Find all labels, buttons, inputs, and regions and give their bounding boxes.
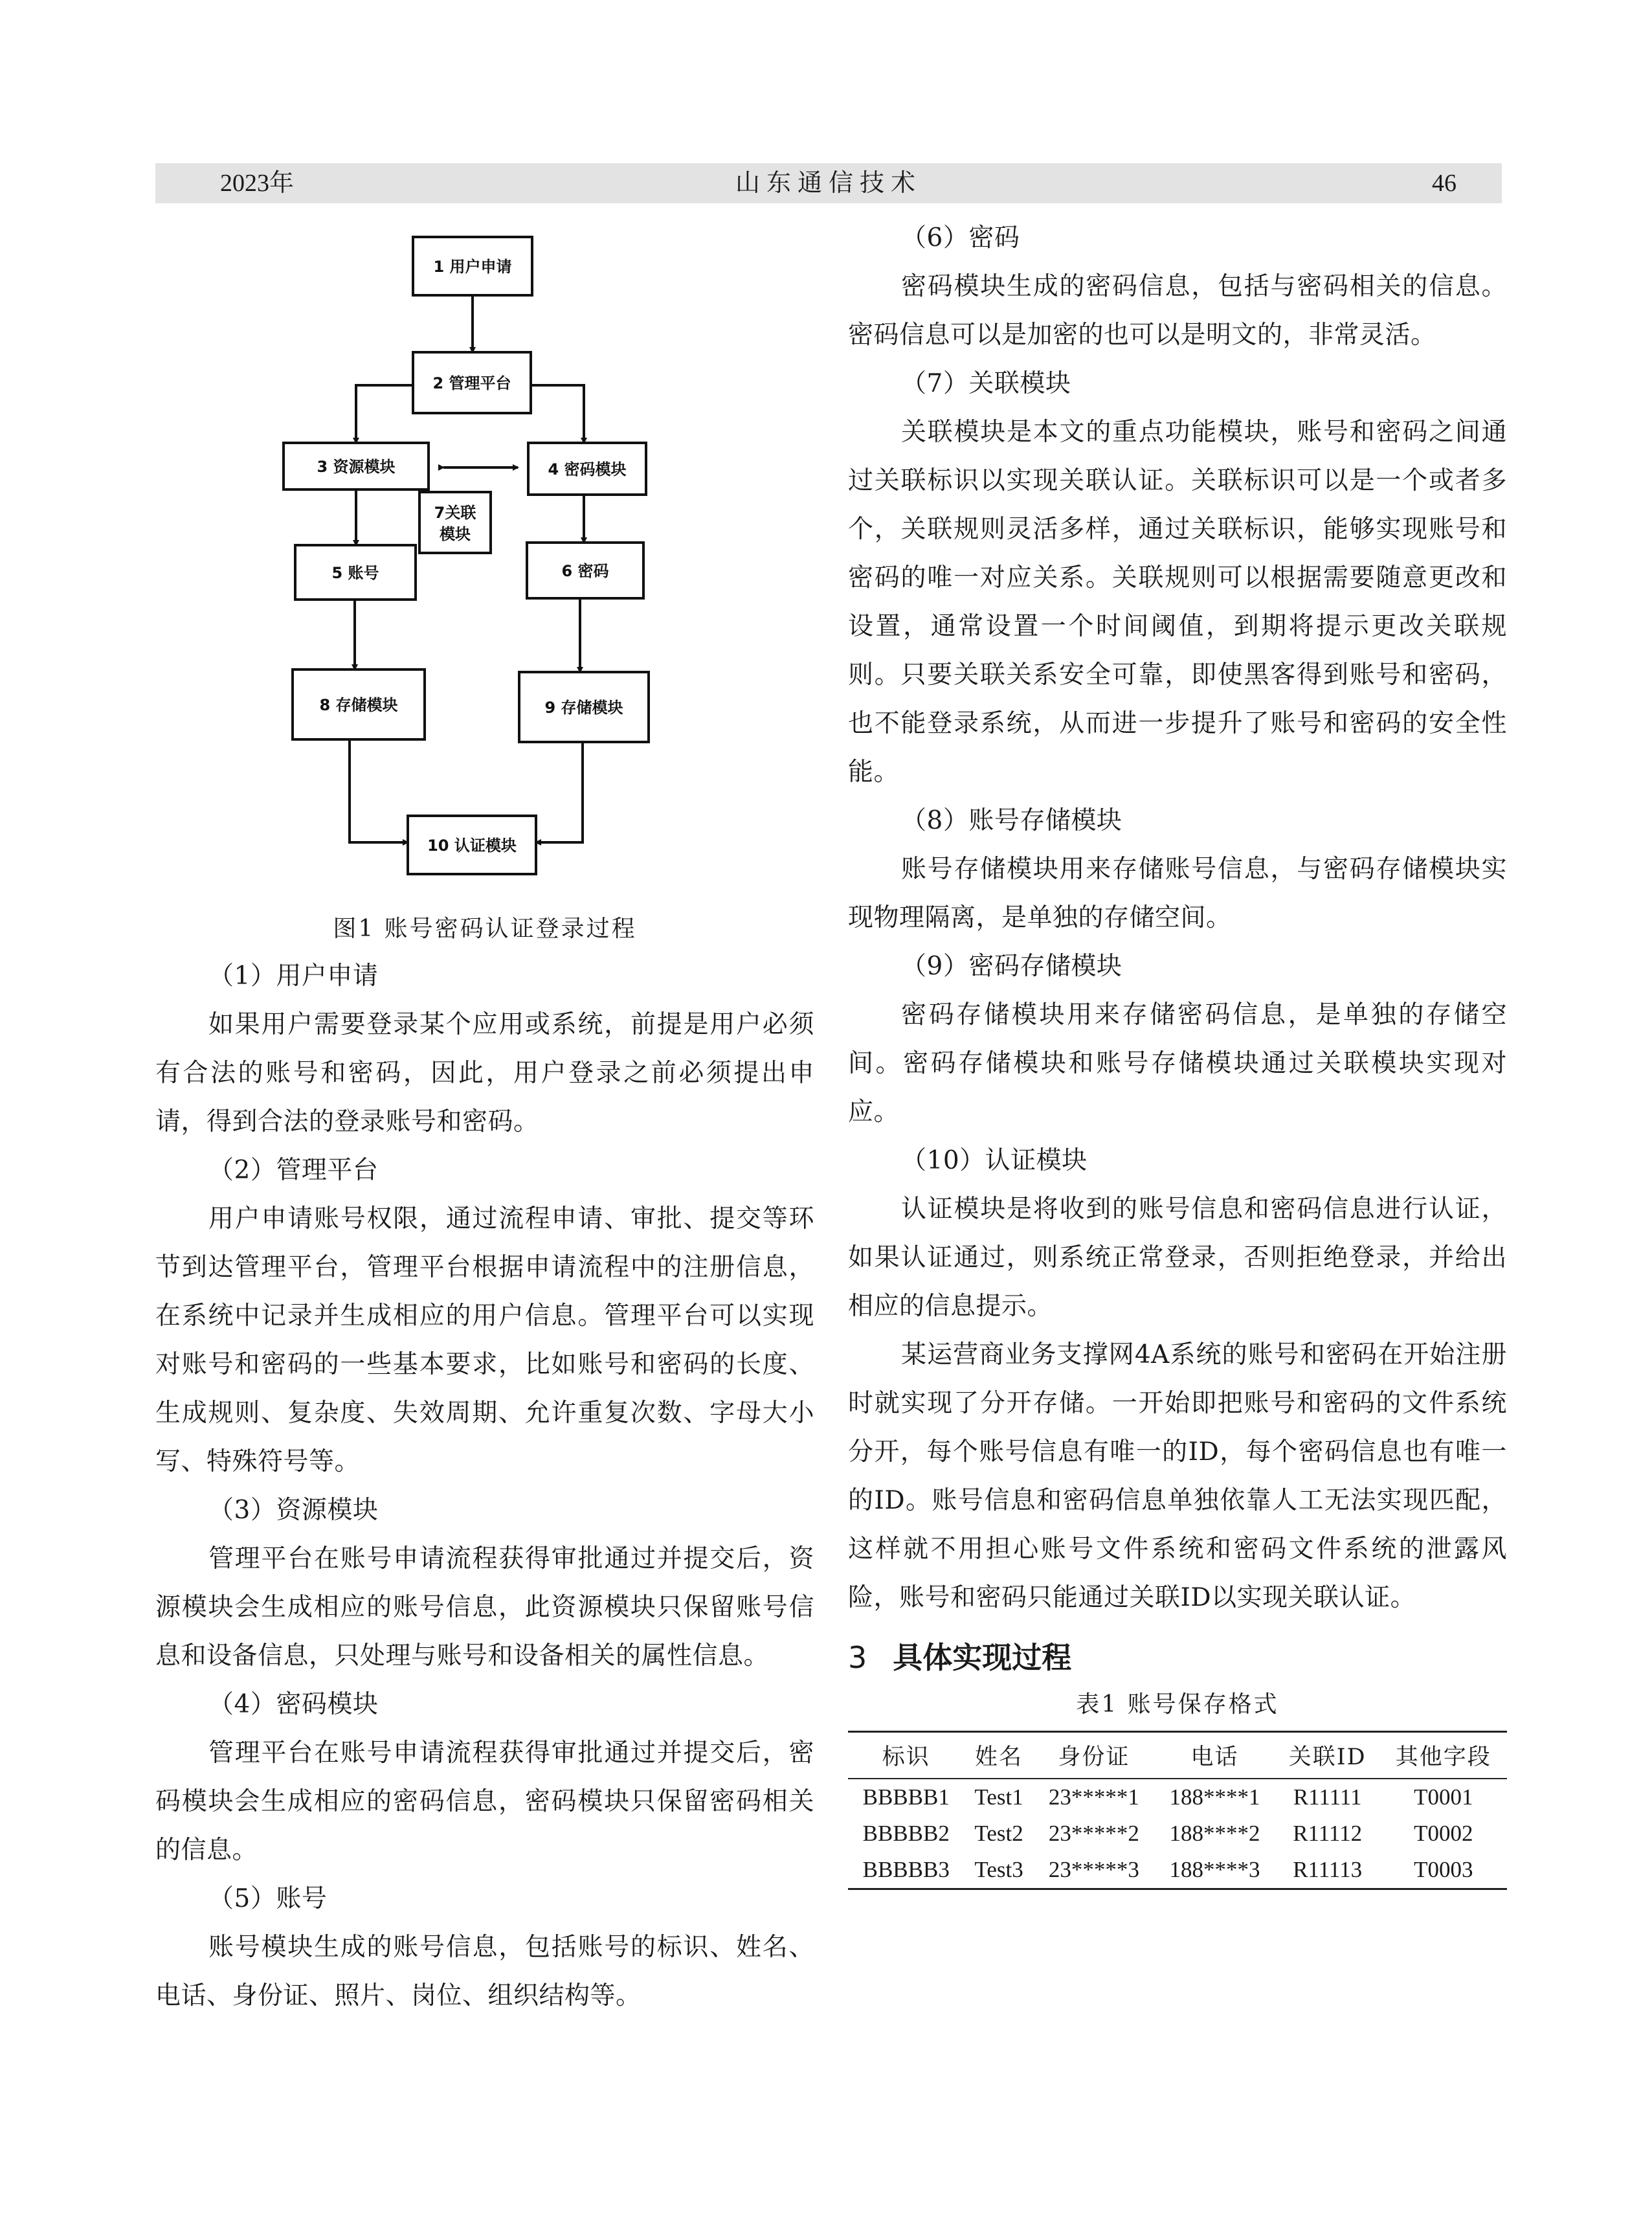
label-box-2: 2 管理平台 <box>432 374 511 392</box>
table-cell: R11113 <box>1275 1852 1380 1889</box>
table-caption: 表1 账号保存格式 <box>1076 1691 1279 1718</box>
left-body-text <box>155 952 814 2020</box>
paragraph-10: 认证模块是将收到的账号信息和密码信息进行认证，如果认证通过，则系统正常登录，否则拒绝登录，并给出相应的信息提示。 <box>848 1195 1507 1321</box>
table-cell: 188****2 <box>1169 1821 1260 1846</box>
label-box-7a: 7关联 <box>434 504 476 522</box>
left-column <box>155 214 814 2010</box>
header-year: 2023年 <box>220 170 295 197</box>
table-cell: BBBBB1 <box>862 1784 950 1810</box>
paragraph-example: 某运营商业务支撑网4A系统的账号和密码在开始注册时就实现了分开存储。一开始即把账号和密码的文件系统分开，每个账号信息有唯一的ID，每个密码信息也有唯一的ID。账号信息和密码信息单独依靠人工无法实现匹配，这样就不用担心账号文件系统和密码文件系统的泄露风险，账号和密码只能通过关联ID以实现关联认证。 <box>848 1340 1507 1612</box>
subheading-9: （9）密码存储模块 <box>901 952 1122 981</box>
label-box-6: 6 密码 <box>561 562 609 580</box>
column-header: 其他字段 <box>1380 1732 1507 1779</box>
table-cell: R11112 <box>1293 1821 1363 1846</box>
table-cell: T0002 <box>1414 1821 1473 1846</box>
table-cell: R11111 <box>1293 1784 1362 1810</box>
table-cell: 23*****3 <box>1034 1852 1155 1889</box>
table-cell: 188****1 <box>1169 1784 1260 1810</box>
label-box-5: 5 账号 <box>331 564 379 582</box>
figure-1 <box>155 214 814 942</box>
table-cell: Test1 <box>974 1784 1023 1810</box>
table-row <box>848 1816 1507 1852</box>
table-cell: T0003 <box>1380 1852 1507 1889</box>
header-page-number: 46 <box>1432 170 1457 197</box>
section-number: 3 <box>848 1640 867 1675</box>
paragraph-9: 密码存储模块用来存储密码信息，是单独的存储空间。密码存储模块和账号存储模块通过关联模块实现对应。 <box>848 1000 1507 1127</box>
column-header: 关联ID <box>1275 1732 1380 1779</box>
table-row <box>848 1852 1507 1889</box>
paragraph-8: 账号存储模块用来存储账号信息，与密码存储模块实现物理隔离，是单独的存储空间。 <box>848 855 1507 932</box>
subheading-5: （5）账号 <box>208 1884 328 1913</box>
subheading-6: （6）密码 <box>901 223 1020 253</box>
subheading-8: （8）账号存储模块 <box>901 806 1122 835</box>
paragraph-1: 如果用户需要登录某个应用或系统，前提是用户必须有合法的账号和密码，因此，用户登录之前必须提出申请，得到合法的登录账号和密码。 <box>155 1010 814 1136</box>
paragraph-5: 账号模块生成的账号信息，包括账号的标识、姓名、电话、身份证、照片、岗位、组织结构等。 <box>155 1933 814 2010</box>
section-heading <box>848 1635 1507 1680</box>
label-box-3: 3 资源模块 <box>317 458 396 476</box>
table-header-row <box>848 1732 1507 1779</box>
table-cell: Test2 <box>974 1821 1023 1846</box>
table-cell: BBBBB3 <box>848 1852 964 1889</box>
column-header: 标识 <box>848 1732 964 1779</box>
table-cell: BBBBB2 <box>862 1821 950 1846</box>
paragraph-6: 密码模块生成的密码信息，包括与密码相关的信息。密码信息可以是加密的也可以是明文的，非常灵活。 <box>848 272 1507 350</box>
subheading-7: （7）关联模块 <box>901 369 1071 398</box>
label-box-1: 1 用户申请 <box>433 258 512 276</box>
subheading-3: （3）资源模块 <box>208 1496 379 1525</box>
subheading-1: （1）用户申请 <box>208 961 379 991</box>
section-title-text: 具体实现过程 <box>893 1640 1072 1675</box>
table-cell: 23*****2 <box>1048 1821 1139 1846</box>
figure-caption: 图1 账号密码认证登录过程 <box>333 916 637 942</box>
paragraph-3: 管理平台在账号申请流程获得审批通过并提交后，资源模块会生成相应的账号信息，此资源模块只保留账号信息和设备信息，只处理与账号和设备相关的属性信息。 <box>155 1544 814 1670</box>
table-cell: T0001 <box>1414 1784 1473 1810</box>
table-cell: Test3 <box>964 1852 1033 1889</box>
label-box-10: 10 认证模块 <box>427 837 517 855</box>
account-format-table <box>848 1731 1507 1890</box>
running-header <box>155 163 1502 203</box>
subheading-10: （10）认证模块 <box>901 1146 1088 1175</box>
label-box-4: 4 密码模块 <box>548 460 627 478</box>
subheading-2: （2）管理平台 <box>208 1156 379 1185</box>
box-link-module <box>419 492 491 553</box>
table-cell: 23*****1 <box>1048 1784 1139 1810</box>
right-column <box>848 214 1507 1890</box>
flowchart <box>155 214 814 899</box>
table-row <box>848 1779 1507 1816</box>
paragraph-7: 关联模块是本文的重点功能模块，账号和密码之间通过关联标识以实现关联认证。关联标识可以是一个或者多个，关联规则灵活多样，通过关联标识，能够实现账号和密码的唯一对应关系。关联规则可以根据需要随意更改和设置，通常设置一个时间阈值，到期将提示更改关联规则。只要关联关系安全可靠，即使黑客得到账号和密码，也不能登录系统，从而进一步提升了账号和密码的安全性能。 <box>848 418 1507 787</box>
column-header: 电话 <box>1154 1732 1275 1779</box>
label-box-9: 9 存储模块 <box>544 699 623 717</box>
label-box-7b: 模块 <box>440 525 471 543</box>
label-box-8: 8 存储模块 <box>319 696 398 714</box>
table-cell: 188****3 <box>1154 1852 1275 1889</box>
column-header: 身份证 <box>1034 1732 1155 1779</box>
subheading-4: （4）密码模块 <box>208 1690 379 1719</box>
paragraph-4: 管理平台在账号申请流程获得审批通过并提交后，密码模块会生成相应的密码信息，密码模块只保留密码相关的信息。 <box>155 1738 814 1865</box>
column-header: 姓名 <box>964 1732 1033 1779</box>
header-journal-title: 山东通信技术 <box>735 170 922 197</box>
paragraph-2: 用户申请账号权限，通过流程申请、审批、提交等环节到达管理平台，管理平台根据申请流程中的注册信息，在系统中记录并生成相应的用户信息。管理平台可以实现对账号和密码的一些基本要求，比如账号和密码的长度、生成规则、复杂度、失效周期、允许重复次数、字母大小写、特殊符号等。 <box>155 1204 814 1476</box>
